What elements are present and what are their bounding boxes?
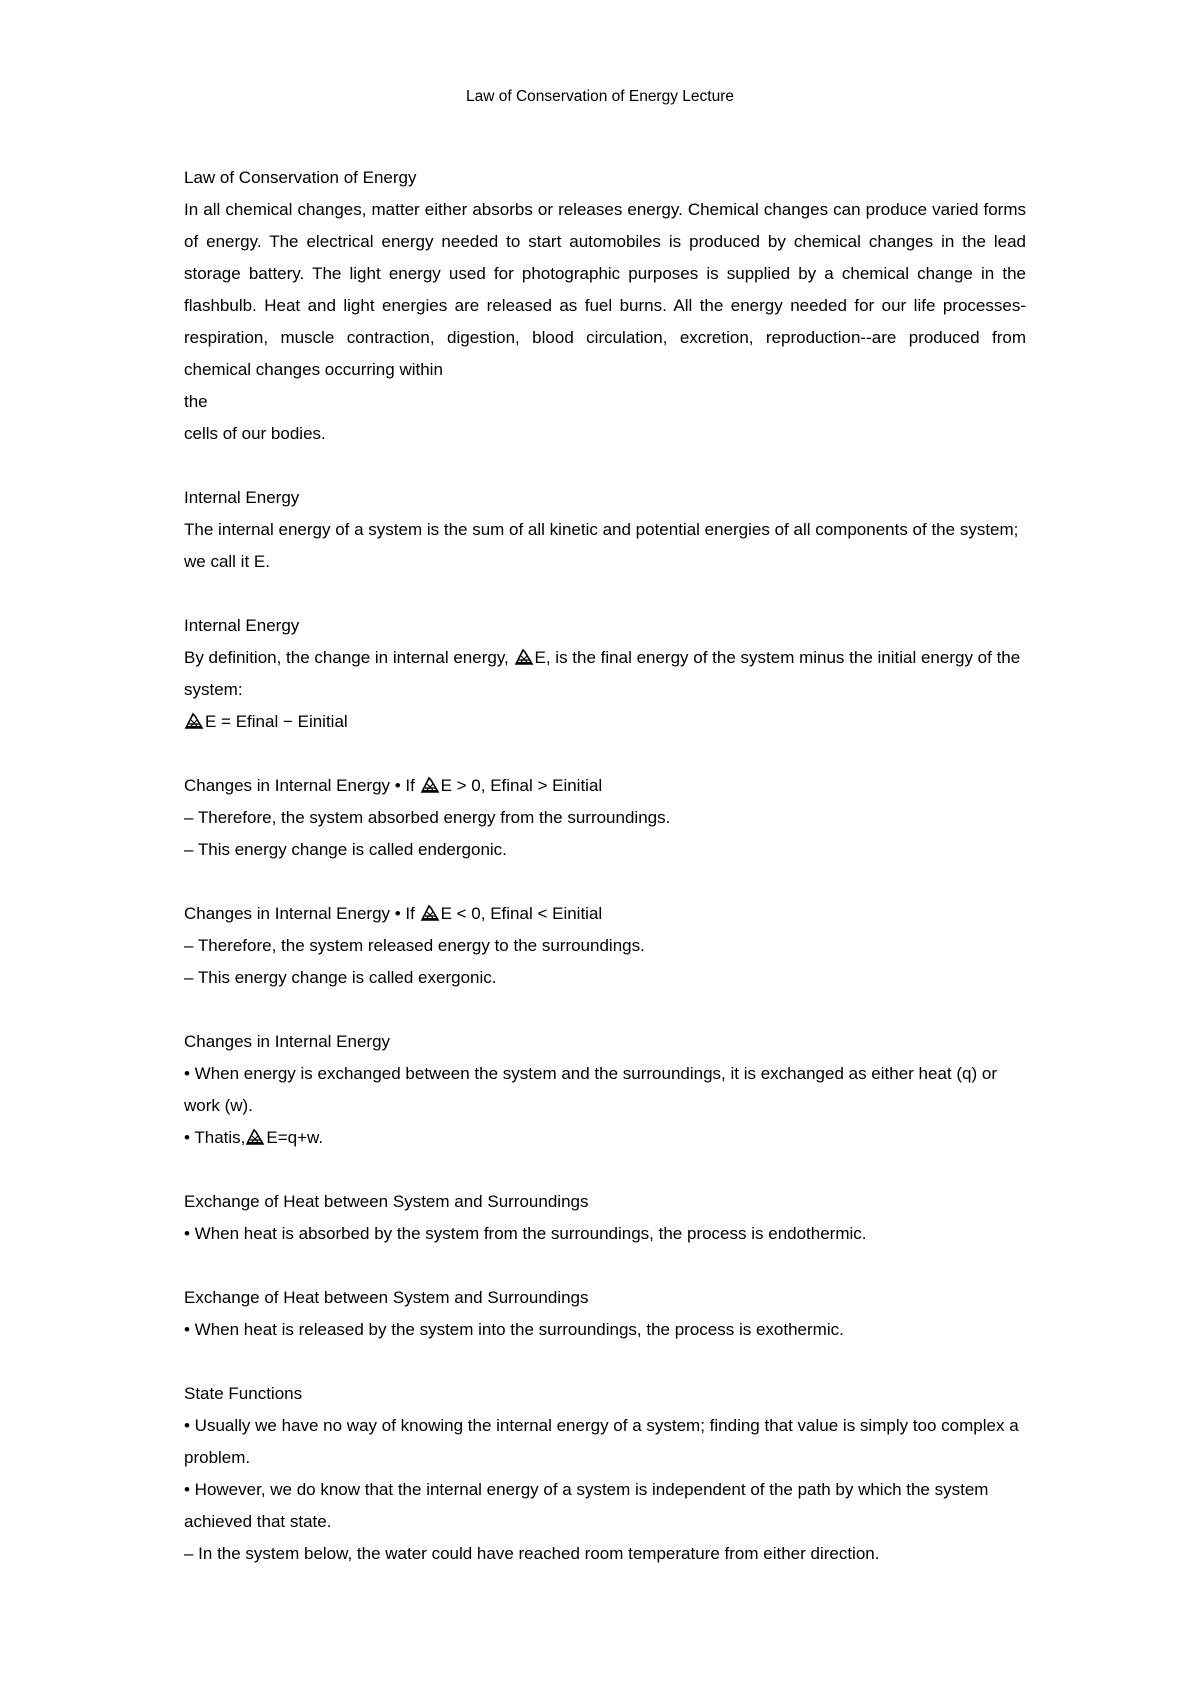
section-line: cells of our bodies. [184, 424, 326, 443]
heading-text: Changes in Internal Energy • If [184, 776, 420, 795]
section-heading [184, 898, 1026, 930]
broken-delta-glyph-icon [420, 904, 440, 922]
bullet-item: • When energy is exchanged between the system and the surroundings, it is exchanged as either heat (q) or work (w). [184, 1064, 997, 1115]
section-changes-exchange [184, 1026, 1026, 1154]
bullet-item: • When heat is released by the system into the surroundings, the process is exothermic. [184, 1320, 844, 1339]
section-heading [184, 770, 1026, 802]
bullet-item [184, 1122, 1026, 1154]
bullet-item: • However, we do know that the internal energy of a system is independent of the path by which the system achieved that state. [184, 1480, 989, 1531]
section-state-functions [184, 1378, 1026, 1570]
bullet-text: E=q+w. [266, 1128, 324, 1147]
section-internal-energy [184, 482, 1026, 578]
section-heading: Internal Energy [184, 488, 300, 507]
section-internal-energy-definition [184, 610, 1026, 738]
heading-text: E > 0, Efinal > Einitial [440, 776, 603, 795]
section-changes-negative [184, 898, 1026, 994]
section-heading: Exchange of Heat between System and Surroundings [184, 1192, 589, 1211]
section-heading: State Functions [184, 1384, 303, 1403]
bullet-item: • When heat is absorbed by the system from the surroundings, the process is endothermic. [184, 1224, 867, 1243]
document-body [184, 162, 1026, 1602]
bullet-item: • Usually we have no way of knowing the internal energy of a system; finding that value is simply too complex a problem. [184, 1416, 1019, 1467]
paragraph-text: E, is the final energy of the system minus the initial energy of the system: [184, 648, 1021, 699]
section-changes-positive [184, 770, 1026, 866]
section-law-of-conservation [184, 162, 1026, 450]
section-paragraph: In all chemical changes, matter either absorbs or releases energy. Chemical changes can produce varied forms of energy. The electrical energy needed to start automobiles is produced by chemical changes in the lead storage battery. The light energy used for photographic purposes is supplied by a chemical change in the flashbulb. Heat and light energies are released as fuel burns. All the energy needed for our life processes- respiration, muscle contraction, digestion, blood circulation, excretion, reproduction--are produced from chemical changes occurring within [184, 200, 1026, 379]
page-header-title: Law of Conservation of Energy Lecture [466, 88, 734, 105]
broken-delta-glyph-icon [245, 1128, 265, 1146]
broken-delta-glyph-icon [514, 648, 534, 666]
section-heading: Internal Energy [184, 616, 300, 635]
section-heading: Law of Conservation of Energy [184, 168, 417, 187]
dash-line: – Therefore, the system released energy to the surroundings. [184, 936, 645, 955]
section-line: the [184, 392, 208, 411]
section-heat-exothermic [184, 1282, 1026, 1346]
paragraph-text: By definition, the change in internal energy, [184, 648, 514, 667]
broken-delta-glyph-icon [184, 712, 204, 730]
equation-line [184, 706, 1026, 738]
section-paragraph: The internal energy of a system is the sum of all kinetic and potential energies of all components of the system; we call it E. [184, 520, 1019, 571]
dash-line: – Therefore, the system absorbed energy from the surroundings. [184, 808, 671, 827]
section-heat-endothermic [184, 1186, 1026, 1250]
broken-delta-glyph-icon [420, 776, 440, 794]
section-heading: Changes in Internal Energy [184, 1032, 391, 1051]
section-heading: Exchange of Heat between System and Surroundings [184, 1288, 589, 1307]
dash-line: – In the system below, the water could have reached room temperature from either direction. [184, 1544, 880, 1563]
heading-text: E < 0, Efinal < Einitial [440, 904, 603, 923]
dash-line: – This energy change is called exergonic. [184, 968, 497, 987]
section-paragraph [184, 642, 1026, 706]
dash-line: – This energy change is called endergonic. [184, 840, 507, 859]
equation-text: E = Efinal − Einitial [205, 712, 348, 731]
bullet-text: • Thatis, [184, 1128, 246, 1147]
heading-text: Changes in Internal Energy • If [184, 904, 420, 923]
